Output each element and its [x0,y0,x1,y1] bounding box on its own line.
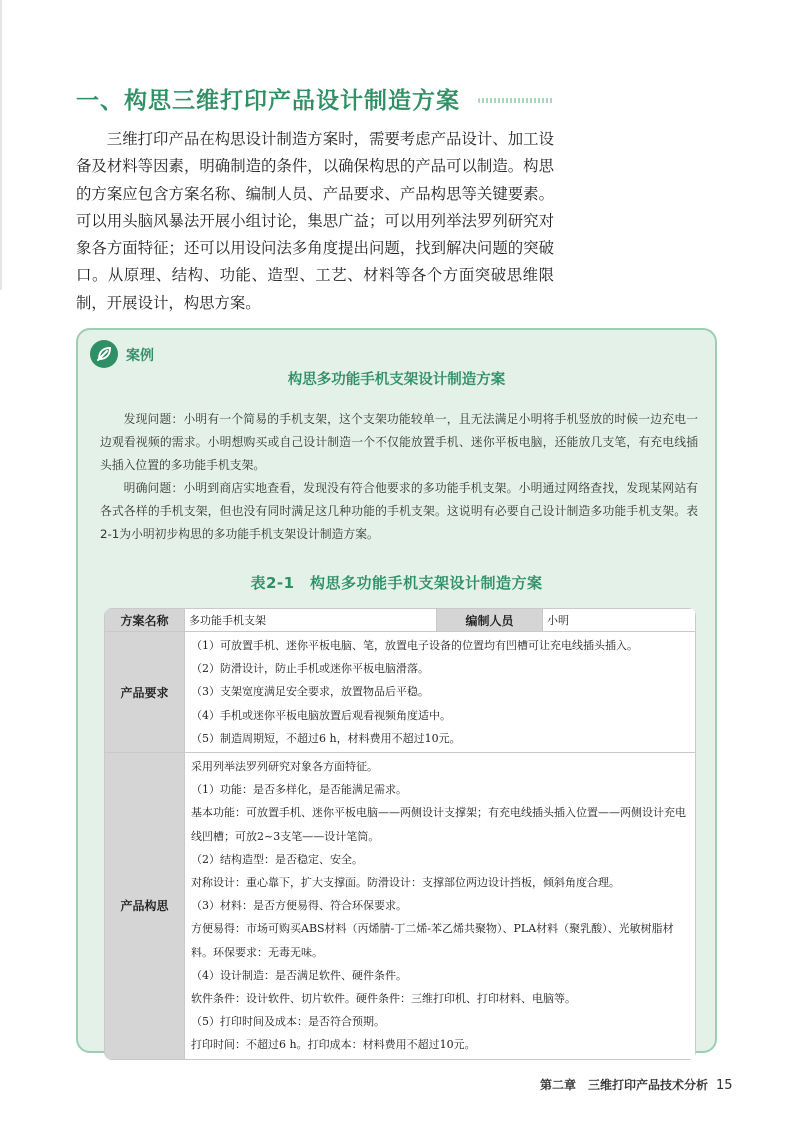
title-decoration [478,98,554,103]
case-paragraph-discover: 发现问题：小明有一个简易的手机支架，这个支架功能较单一，且无法满足小明将手机竖放的时候一边充电一边观看视频的需求。小明想购买或自己设计制造一个不仅能放置手机、迷你平板电脑，还能放几支笔，有充电线插头插入位置的多功能手机支架。 [100,412,698,472]
case-title: 构思多功能手机支架设计制造方案 [287,372,506,388]
concept-item: （4）设计制造：是否满足软件、硬件条件。 [191,968,407,982]
concept-item: （3）材料：是否方便易得、符合环保要求。 [191,899,407,913]
requirement-item: （3）支架宽度满足安全要求，放置物品后平稳。 [191,685,429,699]
concept-content [185,753,696,1060]
table-row-concept [105,753,696,1060]
concept-item: 打印时间：不超过6 h。打印成本：材料费用不超过10元。 [191,1038,476,1052]
concept-item: （5）打印时间及成本：是否符合预期。 [191,1015,385,1029]
concept-item: （2）结构造型：是否稳定、安全。 [191,852,363,866]
author-value: 小明 [543,609,696,632]
case-label: 案例 [126,348,154,364]
page-footer [540,1076,733,1093]
case-box [76,328,717,1053]
requirement-item: （4）手机或迷你平板电脑放置后观看视频角度适中。 [191,708,451,722]
requirement-item: （1）可放置手机、迷你平板电脑、笔，放置电子设备的位置均有凹槽可让充电线插头插入。 [191,639,638,652]
author-label: 编制人员 [437,609,543,632]
concept-item: 方便易得：市场可购买ABS材料（丙烯腈-丁二烯-苯乙烯共聚物）、PLA材料（聚乳酸）、光敏树脂材料。环保要求：无毒无味。 [191,922,674,959]
case-paragraph-clarify: 明确问题：小明到商店实地查看，发现没有符合他要求的多功能手机支架。小明通过网络查找，发现某网站有各式各样的手机支架，但也没有同时满足这几种功能的手机支架。这说明有必要自己设计制造多功能手机支架。表2-1为小明初步构思的多功能手机支架设计制造方案。 [100,481,698,541]
plan-table [104,608,696,1060]
concept-item: 采用列举法罗列研究对象各方面特征。 [191,760,378,774]
intro-text [76,126,554,317]
table-caption: 表2-1 构思多功能手机支架设计制造方案 [250,574,543,592]
scheme-name-value: 多功能手机支架 [185,609,437,632]
case-body [100,408,698,546]
concept-item: 软件条件：设计软件、切片软件。硬件条件：三维打印机、打印材料、电脑等。 [191,992,576,1006]
table-row-header [105,609,696,632]
scheme-name-label: 方案名称 [105,609,185,632]
section-title: 一、构思三维打印产品设计制造方案 [76,88,460,114]
case-leaf-icon [90,340,118,368]
page-edge-line [0,0,2,290]
concept-label: 产品构思 [105,753,185,1060]
concept-item: 基本功能：可放置手机、迷你平板电脑——两侧设计支撑架；有充电线插头插入位置——两侧设计充电线凹槽；可放2~3支笔——设计笔筒。 [191,806,686,843]
intro-paragraph: 三维打印产品在构思设计制造方案时，需要考虑产品设计、加工设备及材料等因素，明确制造的条件，以确保构思的产品可以制造。构思的方案应包含方案名称、编制人员、产品要求、产品构思等关键要素。可以用头脑风暴法开展小组讨论，集思广益；可以用列举法罗列研究对象各方面特征；还可以用设问法多角度提出问题，找到解决问题的突破口。从原理、结构、功能、造型、工艺、材料等各个方面突破思维限制，开展设计，构思方案。 [76,130,554,312]
concept-item: （1）功能：是否多样化，是否能满足需求。 [191,783,407,797]
chapter-title: 第二章 三维打印产品技术分析 [540,1078,709,1092]
requirement-item: （5）制造周期短，不超过6 h，材料费用不超过10元。 [191,731,461,745]
page-number: 15 [716,1078,733,1093]
concept-item: 对称设计：重心靠下，扩大支撑面。防滑设计：支撑部位两边设计挡板，倾斜角度合理。 [191,876,620,890]
requirement-item: （2）防滑设计，防止手机或迷你平板电脑滑落。 [191,662,429,676]
requirements-label: 产品要求 [105,632,185,753]
table-row-requirements [105,632,696,753]
requirements-content [185,632,696,753]
